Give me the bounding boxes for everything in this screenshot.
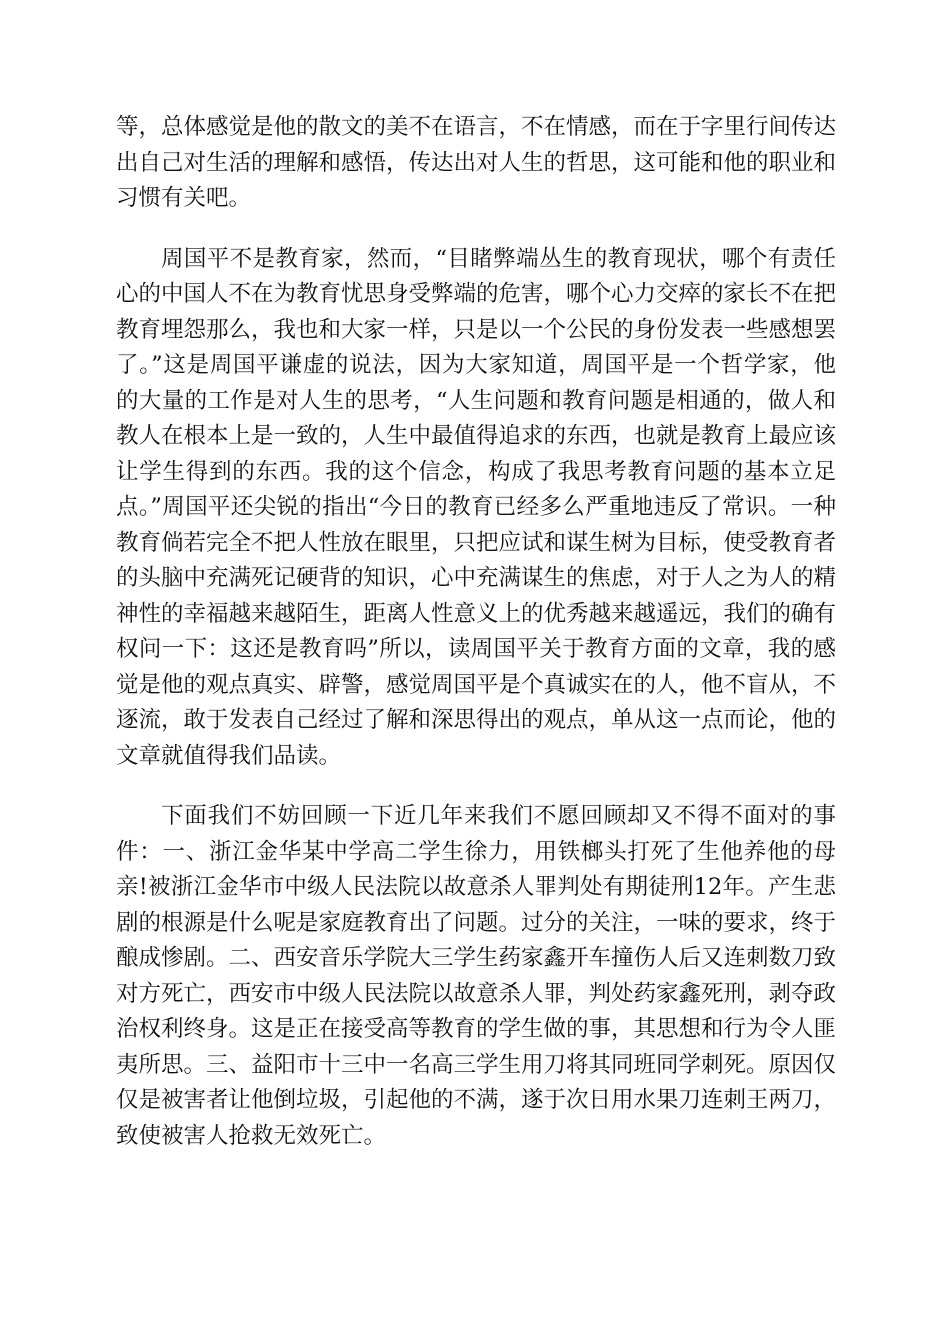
- paragraph-spacer: [116, 774, 836, 799]
- document-page: [116, 110, 836, 1154]
- paragraph: 周国平不是教育家，然而，“目睹弊端丛生的教育现状，哪个有责任心的中国人不在为教育忧思身受弊端的危害，哪个心力交瘁的家长不在把教育埋怨那么，我也和大家一样，只是以一个公民的身份发表一些感想罢了。”这是周国平谦虚的说法，因为大家知道，周国平是一个哲学家，他的大量的工作是对人生的思考，“人生问题和教育问题是相通的，做人和教人在根本上是一致的，人生中最值得追求的东西，也就是教育上最应该让学生得到的东西。我的这个信念，构成了我思考教育问题的基本立足点。”周国平还尖锐的指出“今日的教育已经多么严重地违反了常识。一种教育倘若完全不把人性放在眼里，只把应试和谋生树为目标，使受教育者的头脑中充满死记硬背的知识，心中充满谋生的焦虑，对于人之为人的精神性的幸福越来越陌生，距离人性意义上的优秀越来越遥远，我们的确有权问一下：这还是教育吗”所以，读周国平关于教育方面的文章，我的感觉是他的观点真实、辟警，感觉周国平是个真诚实在的人，他不盲从，不逐流，敢于发表自己经过了解和深思得出的观点，单从这一点而论，他的文章就值得我们品读。: [116, 245, 837, 769]
- paragraph: 等，总体感觉是他的散文的美不在语言，不在情感，而在于字里行间传达出自己对生活的理解和感悟，传达出对人生的哲思，这可能和他的职业和习惯有关吧。: [116, 114, 837, 211]
- paragraph: 下面我们不妨回顾一下近几年来我们不愿回顾却又不得不面对的事件：一、浙江金华某中学高二学生徐力，用铁榔头打死了生他养他的母亲!被浙江金华市中级人民法院以故意杀人罪判处有期徒刑12年。产生悲剧的根源是什么呢是家庭教育出了问题。过分的关注，一味的要求，终于酿成惨剧。二、西安音乐学院大三学生药家鑫开车撞伤人后又连刺数刀致对方死亡，西安市中级人民法院以故意杀人罪，判处药家鑫死刑，剥夺政治权利终身。这是正在接受高等教育的学生做的事，其思想和行为令人匪夷所思。三、益阳市十三中一名高三学生用刀将其同班同学刺死。原因仅仅是被害者让他倒垃圾，引起他的不满，遂于次日用水果刀连刺王两刀，致使被害人抢救无效死亡。: [116, 803, 837, 1149]
- paragraph-spacer: [116, 217, 836, 242]
